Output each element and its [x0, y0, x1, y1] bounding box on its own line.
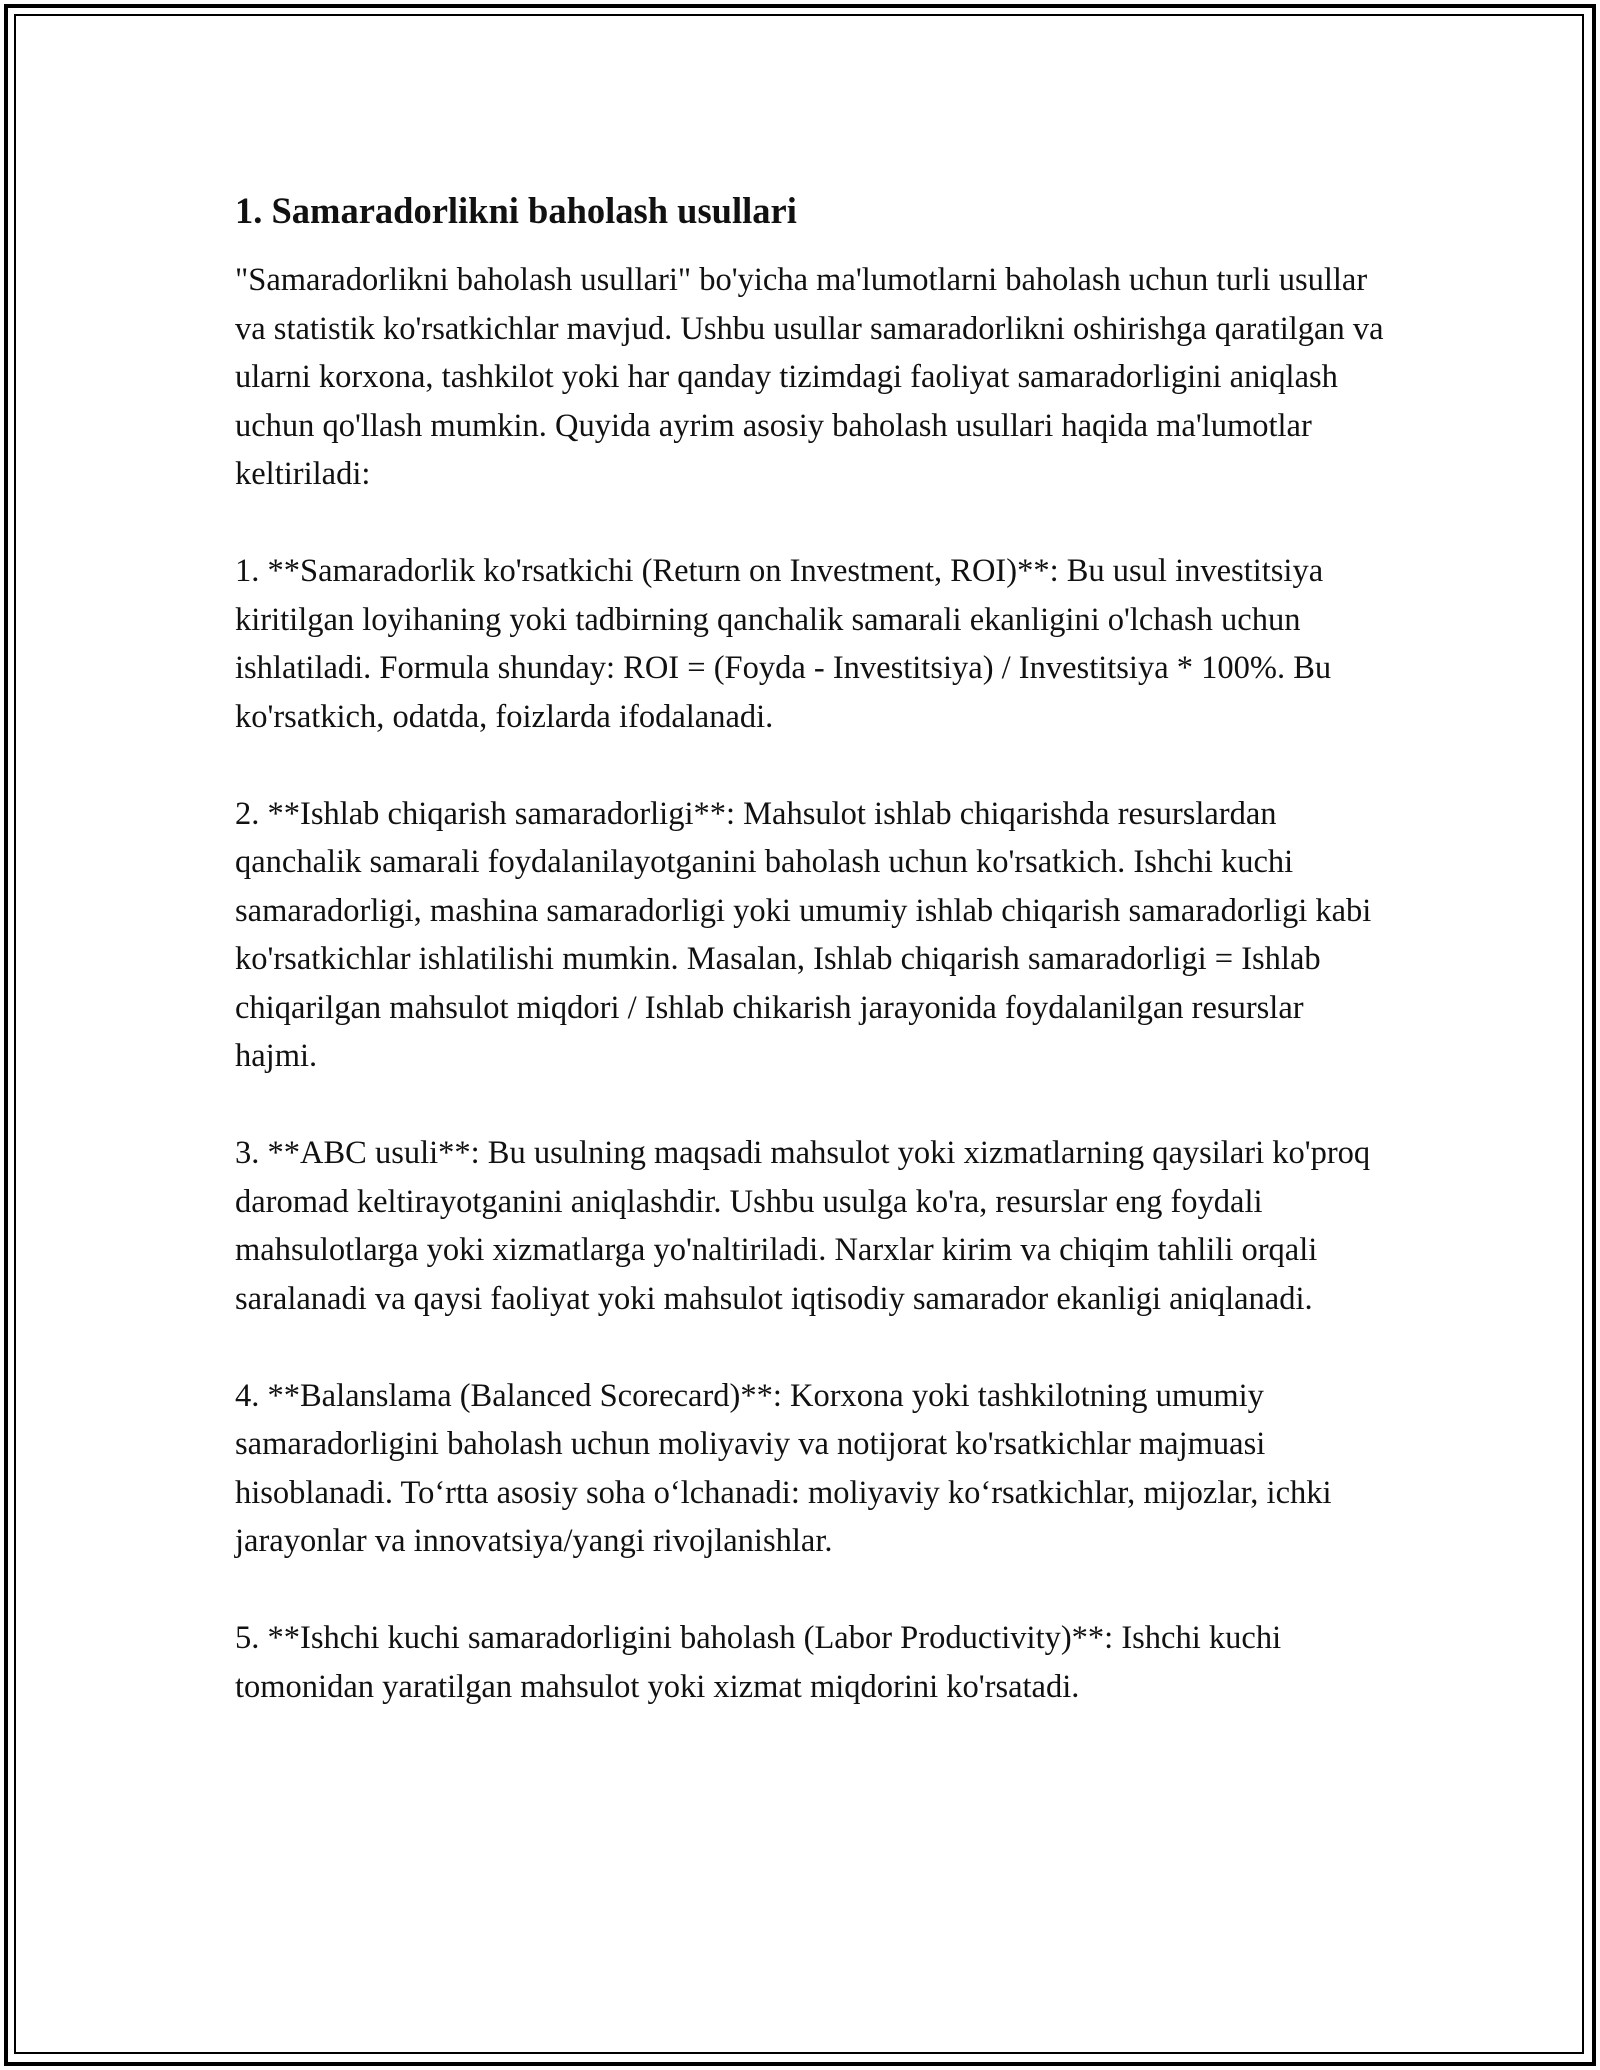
- intro-paragraph: "Samaradorlikni baholash usullari" bo'yicha ma'lumotlarni baholash uchun turli usullar va statistik ko'rsatkichlar mavjud. Ushbu usullar samaradorlikni oshirishga qaratilgan va ularni korxona, tashkilot yoki har qanday tizimdagi faoliyat samaradorligini aniqlash uchun qo'llash mumkin. Quyida ayrim asosiy baholash usullari haqida ma'lumotlar keltiriladi:: [235, 262, 1384, 492]
- list-item-abc-method: 3. **ABC usuli**: Bu usulning maqsadi mahsulot yoki xizmatlarning qaysilari ko'proq daromad keltirayotganini aniqlashdir. Ushbu usulga ko'ra, resurslar eng foydali mahsulotlarga yoki xizmatlarga yo'naltiriladi. Narxlar kirim va chiqim tahlili orqali saralanadi va qaysi faoliyat yoki mahsulot iqtisodiy samarador ekanligi aniqlanadi.: [235, 1135, 1371, 1317]
- list-item-balanced-scorecard: 4. **Balanslama (Balanced Scorecard)**: Korxona yoki tashkilotning umumiy samaradorligini baholash uchun moliyaviy va notijorat ko'rsatkichlar majmuasi hisoblanadi. To‘rtta asosiy soha o‘lchanadi: moliyaviy ko‘rsatkichlar, mijozlar, ichki jarayonlar va innovatsiya/yangi rivojlanishlar.: [235, 1377, 1332, 1559]
- list-item-production-efficiency: 2. **Ishlab chiqarish samaradorligi**: Mahsulot ishlab chiqarishda resurslardan qanchalik samarali foydalanilayotganini baholash uchun ko'rsatkich. Ishchi kuchi samaradorligi, mashina samaradorligi yoki umumiy ishlab chiqarish samaradorligi kabi ko'rsatkichlar ishlatilishi mumkin. Masalan, Ishlab chiqarish samaradorligi = Ishlab chiqarilgan mahsulot miqdori / Ishlab chikarish jarayonida foydalanilgan resurslar hajmi.: [235, 795, 1372, 1074]
- list-item-labor-productivity: 5. **Ishchi kuchi samaradorligini baholash (Labor Productivity)**: Ishchi kuchi tomonidan yaratilgan mahsulot yoki xizmat miqdorini ko'rsatadi.: [235, 1620, 1282, 1705]
- document-page: [235, 188, 1385, 1760]
- list-item-roi: 1. **Samaradorlik ko'rsatkichi (Return on Investment, ROI)**: Bu usul investitsiya kiritilgan loyihaning yoki tadbirning qanchalik samarali ekanligini o'lchash uchun ishlatiladi. Formula shunday: ROI = (Foyda - Investitsiya) / Investitsiya * 100%. Bu ko'rsatkich, odatda, foizlarda ifodalanadi.: [235, 553, 1332, 735]
- document-title: 1. Samaradorlikni baholash usullari: [235, 190, 797, 231]
